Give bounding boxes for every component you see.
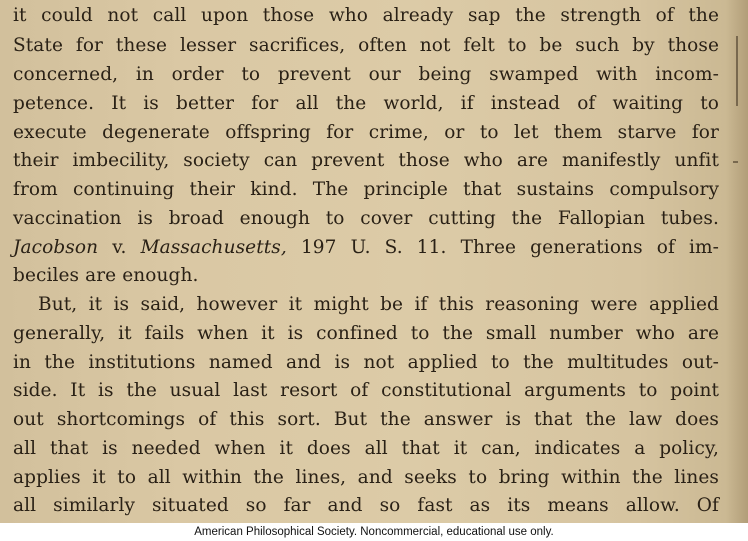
paragraph-end-line: beciles are enough. xyxy=(13,265,199,286)
text-line: petence. It is better for all the world, if instead of waiting to xyxy=(13,93,719,114)
text-line: side. It is the usual last resort of constitutional arguments to point xyxy=(13,380,719,401)
text-line: all that is needed when it does all that it can, indicates a policy, xyxy=(13,438,719,459)
citation-line xyxy=(13,235,719,261)
text-line: generally, it fails when it is confined to the small number who are xyxy=(13,323,719,344)
case-versus: v. xyxy=(112,237,127,258)
text-line: from continuing their kind. The principle that sustains compulsory xyxy=(13,179,719,200)
text-line: concerned, in order to prevent our being swamped with incom- xyxy=(13,64,719,85)
text-line: all similarly situated so far and so fast as its means allow. Of xyxy=(13,495,719,516)
paragraph-first-line: But, it is said, however it might be if this reasoning were applied xyxy=(38,294,719,315)
text-line: their imbecility, society can prevent those who are manifestly unfit xyxy=(13,150,719,171)
case-reporter: 197 U. S. 11. xyxy=(300,237,447,258)
text-line: applies it to all within the lines, and seeks to bring within the lines xyxy=(13,467,719,488)
citation-remainder: Three generations of im- xyxy=(460,237,719,258)
text-line: in the institutions named and is not applied to the multitudes out- xyxy=(13,352,719,373)
margin-tick-mark xyxy=(733,161,738,163)
credit-footer: American Philosophical Society. Noncommercial, educational use only. xyxy=(0,523,748,541)
text-line: out shortcomings of this sort. But the answer is that the law does xyxy=(13,409,719,430)
text-line: it could not call upon those who already sap the strength of the xyxy=(13,5,719,26)
text-line: execute degenerate offspring for crime, or to let them starve for xyxy=(13,122,719,143)
text-line: State for these lesser sacrifices, often not felt to be such by those xyxy=(13,35,719,56)
case-defendant: Massachusetts, xyxy=(140,237,287,258)
case-plaintiff: Jacobson xyxy=(13,237,99,258)
margin-bracket-mark xyxy=(736,36,738,106)
text-line: vaccination is broad enough to cover cutting the Fallopian tubes. xyxy=(13,208,719,229)
